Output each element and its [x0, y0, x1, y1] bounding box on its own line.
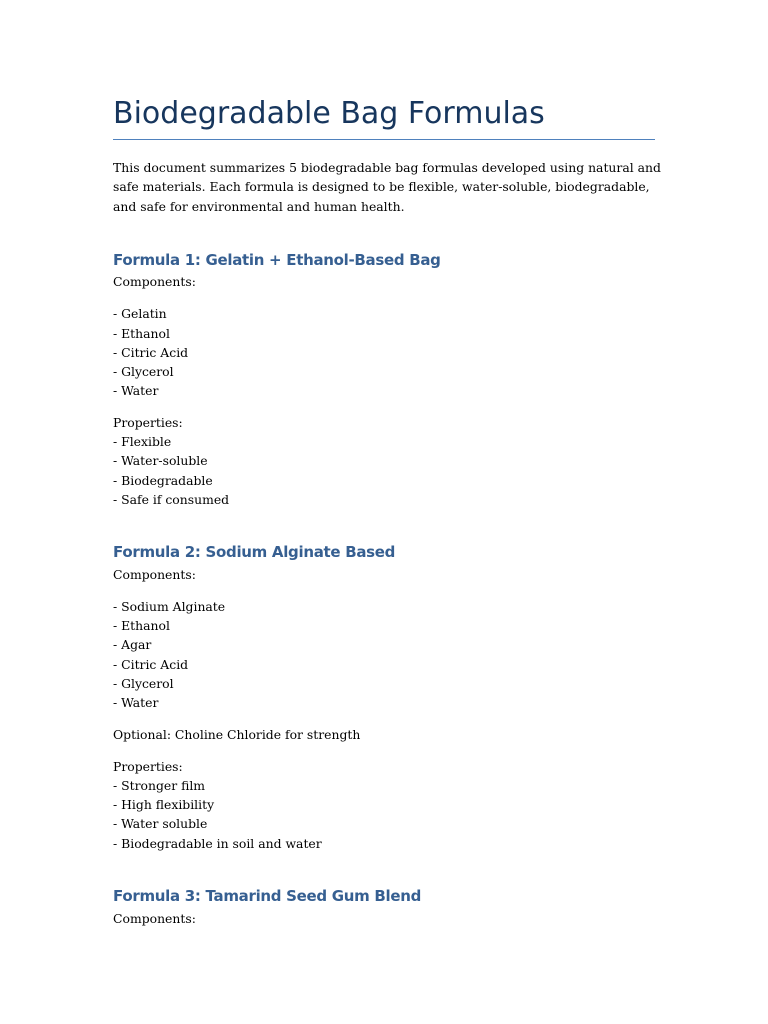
- formula-2-properties-label: Properties:: [113, 759, 183, 774]
- formula-1-components-label: Components:: [113, 274, 196, 289]
- formula-1-component-item: - Gelatin: [113, 306, 167, 321]
- formula-2-component-item: - Agar: [113, 637, 152, 652]
- formula-2-component-item: - Glycerol: [113, 675, 174, 691]
- formula-2-component-item: - Sodium Alginate: [113, 599, 226, 614]
- formula-3-heading: Formula 3: Tamarind Seed Gum Blend: [113, 887, 422, 905]
- formula-1-component-item: - Citric Acid: [113, 344, 189, 360]
- formula-2-optional-note: Optional: Choline Chloride for strength: [113, 727, 361, 742]
- formula-1-properties-label: Properties:: [113, 415, 183, 430]
- formula-2-property-item: - High flexibility: [113, 797, 215, 812]
- formula-1-property-item: - Biodegradable: [113, 472, 213, 488]
- formula-2-component-item: - Citric Acid: [113, 656, 189, 672]
- formula-1-component-item: - Water: [113, 383, 159, 398]
- formula-2-heading: Formula 2: Sodium Alginate Based: [113, 543, 396, 561]
- formula-2-components-label: Components:: [113, 567, 196, 582]
- formula-1-heading: Formula 1: Gelatin + Ethanol-Based Bag: [113, 251, 441, 269]
- formula-1-component-item: - Glycerol: [113, 364, 174, 379]
- formula-2-property-item: - Biodegradable in soil and water: [113, 835, 322, 851]
- formula-1-property-item: - Flexible: [113, 434, 172, 449]
- formula-1-property-item: - Water-soluble: [113, 453, 208, 468]
- document-title: Biodegradable Bag Formulas: [113, 96, 545, 131]
- title-underline: [113, 139, 655, 140]
- formula-2-property-item: - Water soluble: [113, 816, 208, 831]
- intro-paragraph: This document summarizes 5 biodegradable bag formulas developed using natural and safe materials. Each formula is designed to be flexible, water-soluble, biodegradable, and safe for environmental and human health.: [113, 160, 661, 214]
- formula-2-property-item: - Stronger film: [113, 778, 206, 793]
- formula-3-components-label: Components:: [113, 911, 196, 926]
- formula-2-component-item: - Ethanol: [113, 618, 170, 633]
- formula-1-property-item: - Safe if consumed: [113, 491, 230, 507]
- formula-2-component-item: - Water: [113, 695, 159, 710]
- formula-1-component-item: - Ethanol: [113, 325, 170, 341]
